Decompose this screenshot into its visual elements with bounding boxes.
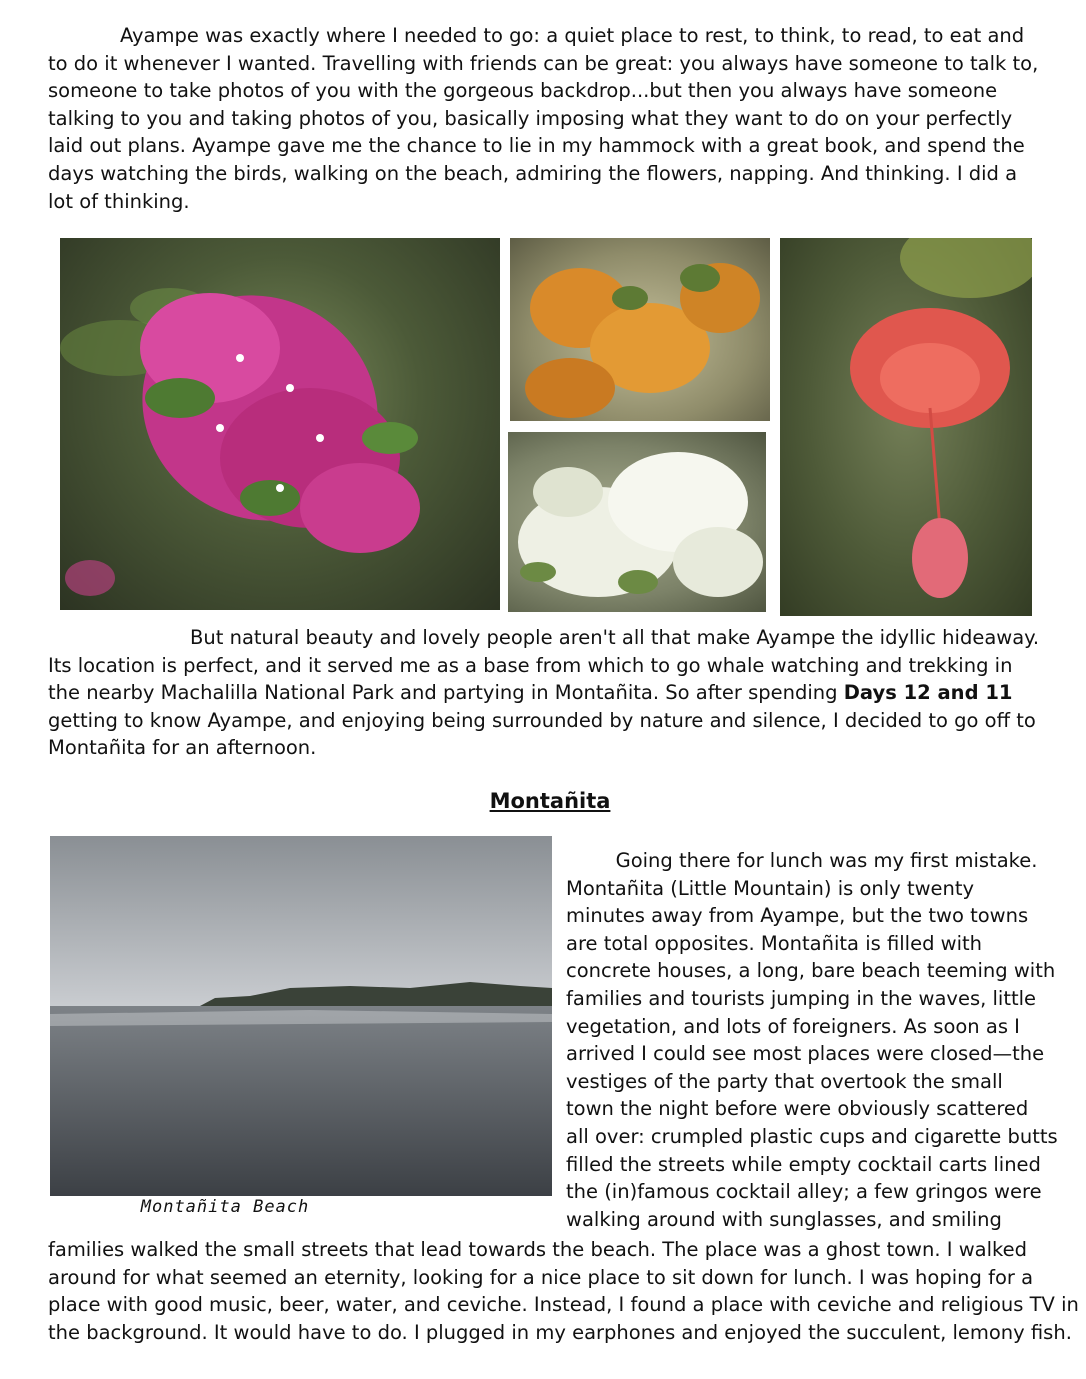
text-line: vestiges of the party that overtook the small xyxy=(566,1069,1003,1093)
middle-text-after: getting to know Ayampe, and enjoying being surrounded by nature and silence, I decided to go off to Montañita for an afternoon. xyxy=(48,708,1036,760)
text-line: filled the streets while empty cocktail carts lined xyxy=(566,1152,1041,1176)
text-line: all over: crumpled plastic cups and cigarette butts xyxy=(566,1125,1058,1148)
pink-bougainvillea-photo xyxy=(60,238,500,610)
text-line: concrete houses, a long, bare beach teeming with xyxy=(566,959,1056,983)
text-line: walking around with sunglasses, and smiling xyxy=(566,1207,1002,1231)
text-line: vegetation, and lots of foreigners. As soon as I xyxy=(566,1014,1020,1038)
photo-caption: Montañita Beach xyxy=(140,1197,310,1217)
text-line: are total opposites. Montañita is filled with xyxy=(566,931,983,955)
text-line: Montañita (Little Mountain) is only twenty xyxy=(566,876,975,900)
text-line: families walked the small streets that lead towards the beach. The place was a ghost town. I walked xyxy=(48,1238,1027,1261)
middle-text-before: But natural beauty and lovely people aren't all that make Ayampe the idyllic hideaway. Its location is perfect, and it served me as a base from which to go whale watching and trekking in the nearby Machalilla National Park and partying in Montañita. So after spending xyxy=(48,626,1040,705)
text-line: Going there for lunch was my first mistake. xyxy=(566,849,1038,872)
text-line: place with good music, beer, water, and ceviche. Instead, I found a place with ceviche and religious TV in xyxy=(48,1293,1079,1317)
section-heading: Montañita xyxy=(489,789,611,813)
text-line: minutes away from Ayampe, but the two towns xyxy=(566,904,1029,928)
orange-bougainvillea-photo xyxy=(510,238,770,421)
text-line: the background. It would have to do. I plugged in my earphones and enjoyed the succulent, lemony fish. xyxy=(48,1320,1072,1344)
red-hibiscus-photo xyxy=(780,238,1032,616)
text-line: around for what seemed an eternity, looking for a nice place to sit down for lunch. I was hoping for a xyxy=(48,1265,1034,1289)
middle-paragraph xyxy=(48,624,1048,762)
text-line: town the night before were obviously scattered xyxy=(566,1097,1029,1121)
text-line: families and tourists jumping in the waves, little xyxy=(566,987,1037,1010)
text-line: the (in)famous cocktail alley; a few gringos were xyxy=(566,1180,1042,1204)
intro-paragraph: Ayampe was exactly where I needed to go: a quiet place to rest, to think, to read, to eat and to do it whenever I wanted. Travelling with friends can be great: you always have someone to talk to, someone to take photos of you with the gorgeous backdrop...but then you always have someone talking to you and taking photos of you, basically imposing what they want to do on your perfectly laid out plans. Ayampe gave me the chance to lie in my hammock with a great book, and spend the days watching the birds, walking on the beach, admiring the flowers, napping. And thinking. I did a lot of thinking. xyxy=(48,24,1039,213)
white-bougainvillea-photo xyxy=(508,432,766,612)
montanita-beach-photo xyxy=(50,836,552,1196)
days-label: Days 12 and 11 xyxy=(843,681,1013,705)
text-line: arrived I could see most places were closed—the xyxy=(566,1042,1045,1066)
